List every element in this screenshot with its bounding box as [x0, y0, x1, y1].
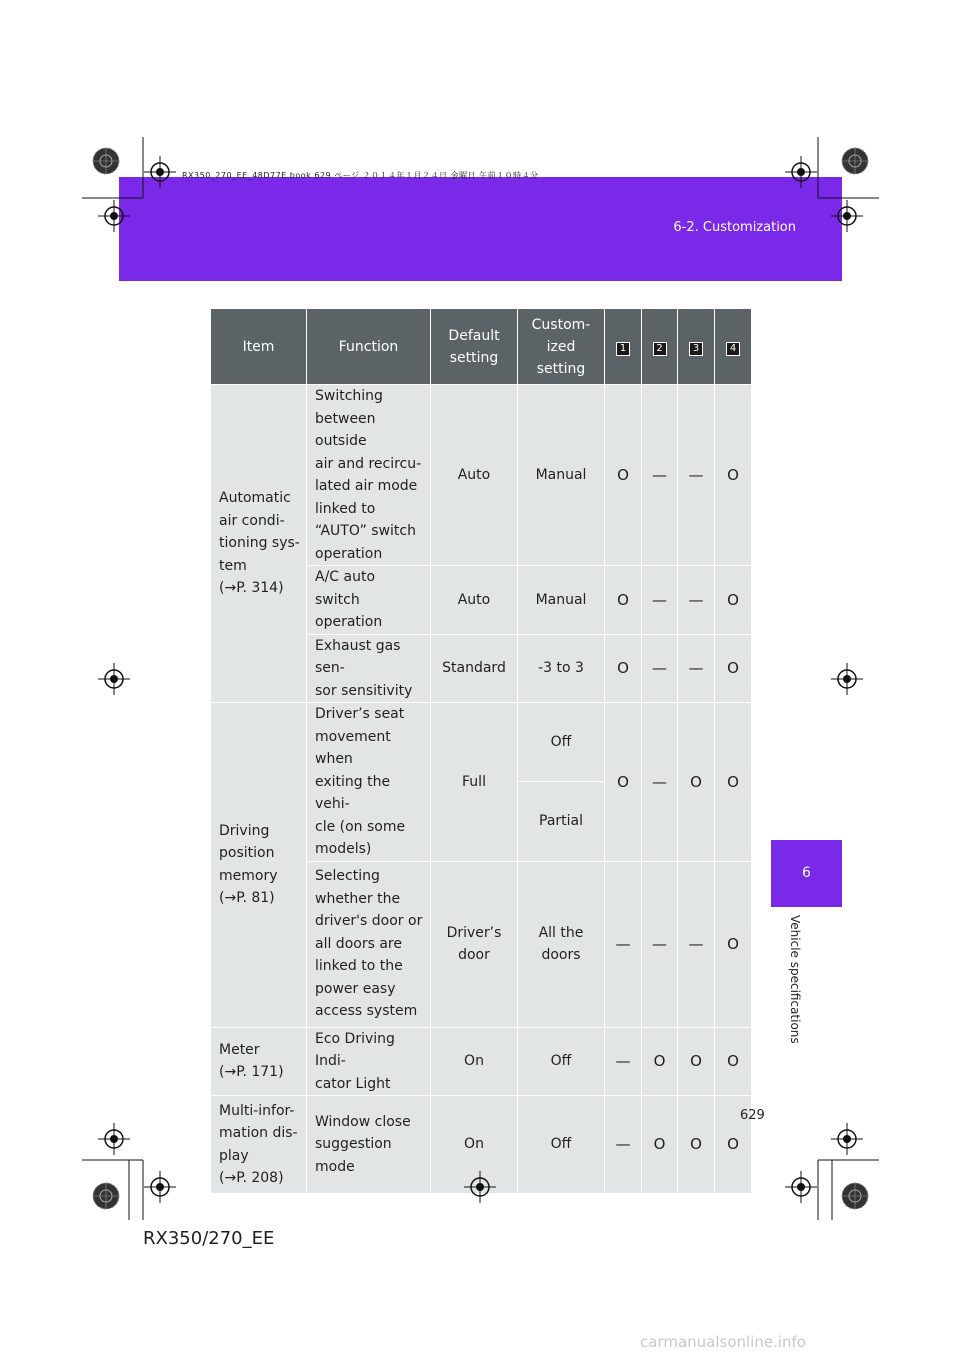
chapter-tab[interactable]: 6 [771, 840, 842, 907]
default-cell: Driver’s door [431, 861, 518, 1027]
header-custom: Custom- ized setting [518, 309, 605, 385]
function-cell: Exhaust gas sen- sor sensitivity [307, 634, 431, 703]
function-cell: A/C auto switch operation [307, 566, 431, 635]
rosette-mark-icon [93, 148, 119, 174]
number-badge-3: 3 [689, 342, 703, 356]
custom-cell: All the doors [518, 861, 605, 1027]
custom-cell: Off [518, 1096, 605, 1194]
crosshair-mark-icon [831, 200, 863, 232]
default-cell: On [431, 1027, 518, 1096]
mark-cell: — [678, 385, 715, 566]
mark-cell: O [642, 1096, 678, 1194]
mark-cell: — [642, 634, 678, 703]
mark-cell: O [715, 1096, 752, 1194]
mark-cell: O [715, 1027, 752, 1096]
rosette-mark-icon [93, 1183, 119, 1209]
mark-cell: O [642, 1027, 678, 1096]
crosshair-mark-icon [98, 663, 130, 695]
mark-cell: O [715, 385, 752, 566]
default-cell: Auto [431, 566, 518, 635]
number-badge-1: 1 [616, 342, 630, 356]
mark-cell: — [678, 566, 715, 635]
item-cell: Meter (→P. 171) [211, 1027, 307, 1096]
watermark: carmanualsonline.info [640, 1333, 806, 1351]
mark-cell: O [678, 1027, 715, 1096]
mark-cell: — [642, 861, 678, 1027]
default-cell: On [431, 1096, 518, 1194]
number-badge-2: 2 [653, 342, 667, 356]
header-default: Default setting [431, 309, 518, 385]
custom-cell: Manual [518, 385, 605, 566]
header-item: Item [211, 309, 307, 385]
section-title: 6-2. Customization [673, 220, 796, 235]
custom-cell: Partial [518, 781, 605, 861]
mark-cell: — [642, 385, 678, 566]
function-cell: Driver’s seat movement when exiting the vehi- cle (on some models) [307, 703, 431, 862]
mark-cell: — [642, 703, 678, 862]
custom-cell: -3 to 3 [518, 634, 605, 703]
function-cell: Switching between outside air and recircu- lated air mode linked to “AUTO” switch operation [307, 385, 431, 566]
item-cell: Multi-infor- mation dis- play (→P. 208) [211, 1096, 307, 1194]
mark-cell: — [678, 861, 715, 1027]
default-cell: Standard [431, 634, 518, 703]
page-number: 629 [740, 1108, 765, 1123]
function-cell: Selecting whether the driver's door or all doors are linked to the power easy access system [307, 861, 431, 1027]
custom-cell: Off [518, 1027, 605, 1096]
mark-cell: O [605, 566, 642, 635]
mark-cell: O [715, 566, 752, 635]
default-cell: Full [431, 703, 518, 862]
mark-cell: O [715, 861, 752, 1027]
mark-cell: — [605, 861, 642, 1027]
function-cell: Window close suggestion mode [307, 1096, 431, 1194]
item-cell: Driving position memory (→P. 81) [211, 703, 307, 1028]
mark-cell: — [605, 1027, 642, 1096]
mark-cell: O [715, 634, 752, 703]
number-badge-4: 4 [726, 342, 740, 356]
chapter-label: Vehicle specifications [788, 915, 802, 1044]
print-info-line: RX350_270_EE_48D77E.book 629 ページ ２０１４年１月２４日 金曜日 午前１０時４分 [182, 171, 539, 180]
crosshair-mark-icon [831, 663, 863, 695]
model-code: RX350/270_EE [143, 1228, 275, 1249]
crosshair-mark-icon [464, 1171, 496, 1203]
crosshair-mark-icon [98, 1123, 130, 1155]
mark-cell: — [678, 634, 715, 703]
mark-cell: O [678, 703, 715, 862]
header-function: Function [307, 309, 431, 385]
crosshair-mark-icon [831, 1123, 863, 1155]
item-cell: Automatic air condi- tioning sys- tem (→P. 314) [211, 385, 307, 703]
crosshair-mark-icon [98, 200, 130, 232]
crosshair-mark-icon [785, 1171, 817, 1203]
function-cell: Eco Driving Indi- cator Light [307, 1027, 431, 1096]
rosette-mark-icon [842, 148, 868, 174]
default-cell: Auto [431, 385, 518, 566]
crosshair-mark-icon [144, 156, 176, 188]
rosette-mark-icon [842, 1183, 868, 1209]
custom-cell: Off [518, 703, 605, 782]
custom-cell: Manual [518, 566, 605, 635]
mark-cell: O [605, 634, 642, 703]
mark-cell: — [642, 566, 678, 635]
mark-cell: O [605, 703, 642, 862]
mark-cell: O [605, 385, 642, 566]
crosshair-mark-icon [785, 156, 817, 188]
mark-cell: — [605, 1096, 642, 1194]
crosshair-mark-icon [144, 1171, 176, 1203]
mark-cell: O [678, 1096, 715, 1194]
mark-cell: O [715, 703, 752, 862]
